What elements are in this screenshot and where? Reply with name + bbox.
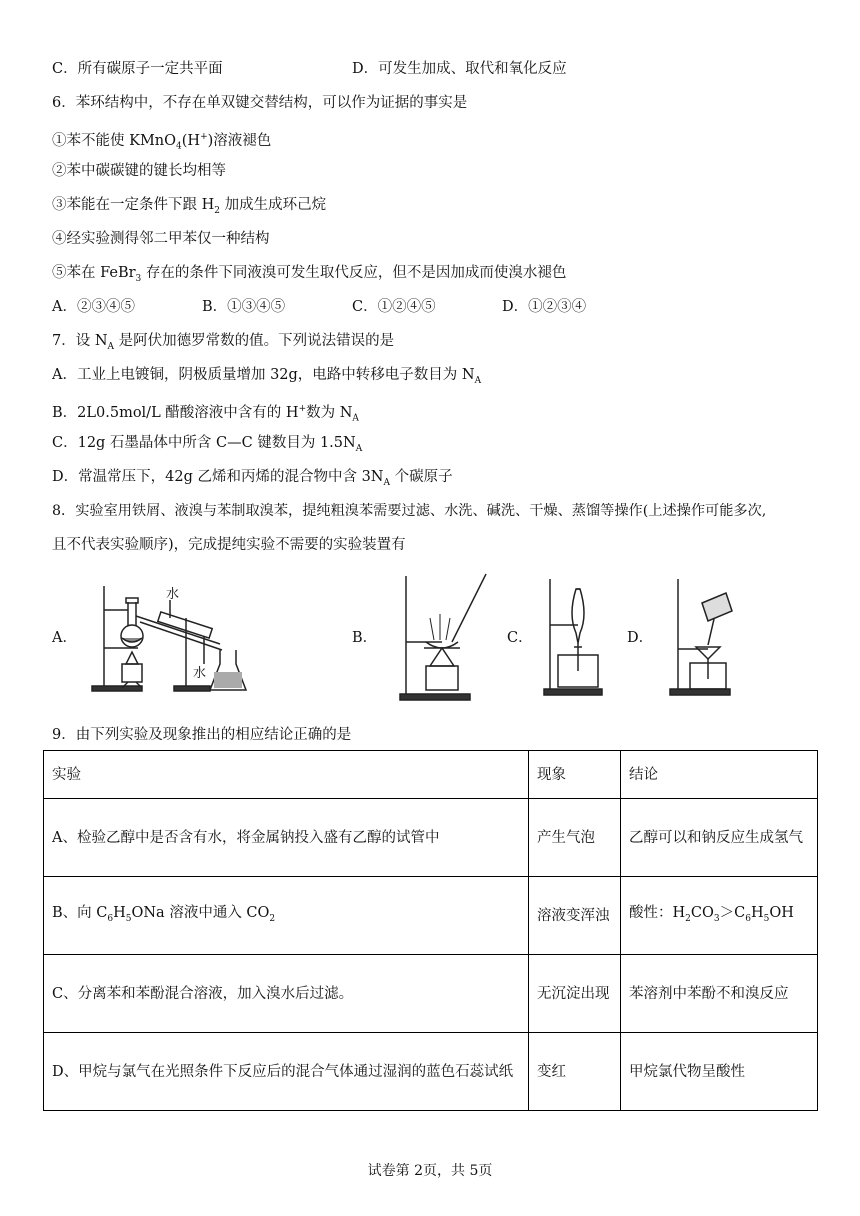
q8-stem-line-2: 且不代表实验顺序)，完成提纯实验不需要的实验装置有: [52, 537, 406, 553]
q8-stem-line-1: 8．实验室用铁屑、液溴与苯制取溴苯，提纯粗溴苯需要过滤、水洗、碱洗、干燥、蒸馏等操作(上述操作可能多次,: [52, 503, 767, 519]
q6-statement-5: ⑤苯在 FeBr$_3$ 存在的条件下同液溴可发生取代反应，但不是因加成而使溴水褪色: [52, 265, 567, 284]
q6-statement-1: ①苯不能使 KMnO$_4$(H+)溶液褪色: [52, 132, 272, 152]
q6-statement-2: ②苯中碳碳键的键长均相等: [52, 163, 226, 179]
q6-statement-3: ③苯能在一定条件下跟 $H_2$ 加成生成环己烷: [52, 197, 327, 216]
q7-option-d: D．常温常压下，42g 乙烯和丙烯的混合物中含 $3N_A$ 个碳原子: [52, 469, 453, 488]
q7-option-a: A．工业上电镀铜，阴极质量增加 32g，电路中转移电子数目为 $N_A$: [52, 367, 482, 386]
results-table: [43, 750, 818, 1111]
row-a-experiment: A、检验乙醇中是否含有水，将金属钠投入盛有乙醇的试管中: [44, 799, 529, 877]
separatory-funnel-image: [534, 575, 609, 700]
q9-stem: 9．由下列实验及现象推出的相应结论正确的是: [52, 727, 352, 743]
q6-statement-4: ④经实验测得邻二甲苯仅一种结构: [52, 231, 270, 247]
water-outlet-label: 水: [166, 587, 180, 602]
table-row: [44, 877, 818, 955]
row-c-conclusion: 苯溶剂中苯酚不和溴反应: [621, 955, 818, 1033]
q7-option-b: B．2L0.5mol/L 醋酸溶液中含有的 H+数为 $N_A$: [52, 404, 359, 424]
header-observation: 现象: [529, 751, 621, 799]
q6-option-a: A．②③④⑤: [52, 299, 135, 315]
q6-option-c: C．①②④⑤: [352, 299, 436, 315]
table-row: [44, 955, 818, 1033]
q8-label-d: D．: [627, 630, 654, 646]
q5-option-d: D．可发生加成、取代和氧化反应: [352, 61, 567, 77]
row-b-observation: 溶液变浑浊: [529, 877, 621, 955]
table-row: [44, 799, 818, 877]
q7-option-c: C．12g 石墨晶体中所含 C—C 键数目为 $1.5N_A$: [52, 435, 363, 454]
row-c-experiment: C、分离苯和苯酚混合溶液，加入溴水后过滤。: [44, 955, 529, 1033]
row-a-observation: 产生气泡: [529, 799, 621, 877]
q5-option-c: C．所有碳原子一定共平面: [52, 61, 223, 77]
row-b-conclusion: 酸性：$H_2CO_3>C_6H_5OH$: [621, 877, 818, 955]
row-b-experiment: B、向 $C_6H_5ONa$ 溶液中通入 $CO_2$: [44, 877, 529, 955]
table-header-row: [44, 751, 818, 799]
page-footer: 试卷第 2页，共 5页: [367, 1163, 493, 1179]
q7-stem: 7．设 $N_A$ 是阿伏加德罗常数的值。下列说法错误的是: [52, 333, 395, 352]
q8-label-b: B．: [352, 630, 378, 646]
q8-label-c: C．: [507, 630, 533, 646]
q8-label-a: A．: [52, 630, 77, 646]
row-a-conclusion: 乙醇可以和钠反应生成氢气: [621, 799, 818, 877]
row-d-observation: 变红: [529, 1033, 621, 1111]
q6-stem: 6．苯环结构中，不存在单双键交替结构，可以作为证据的事实是: [52, 95, 468, 111]
row-c-observation: 无沉淀出现: [529, 955, 621, 1033]
evaporation-apparatus-image: [390, 570, 500, 705]
filtration-apparatus-image: [660, 575, 740, 700]
water-inlet-label: 水: [193, 666, 207, 681]
header-experiment: 实验: [44, 751, 529, 799]
row-d-experiment: D、甲烷与氯气在光照条件下反应后的混合气体通过湿润的蓝色石蕊试纸: [44, 1033, 529, 1111]
q6-option-d: D．①②③④: [502, 299, 587, 315]
table-row: [44, 1033, 818, 1111]
q6-option-b: B．①③④⑤: [202, 299, 286, 315]
header-conclusion: 结论: [621, 751, 818, 799]
row-d-conclusion: 甲烷氯代物呈酸性: [621, 1033, 818, 1111]
